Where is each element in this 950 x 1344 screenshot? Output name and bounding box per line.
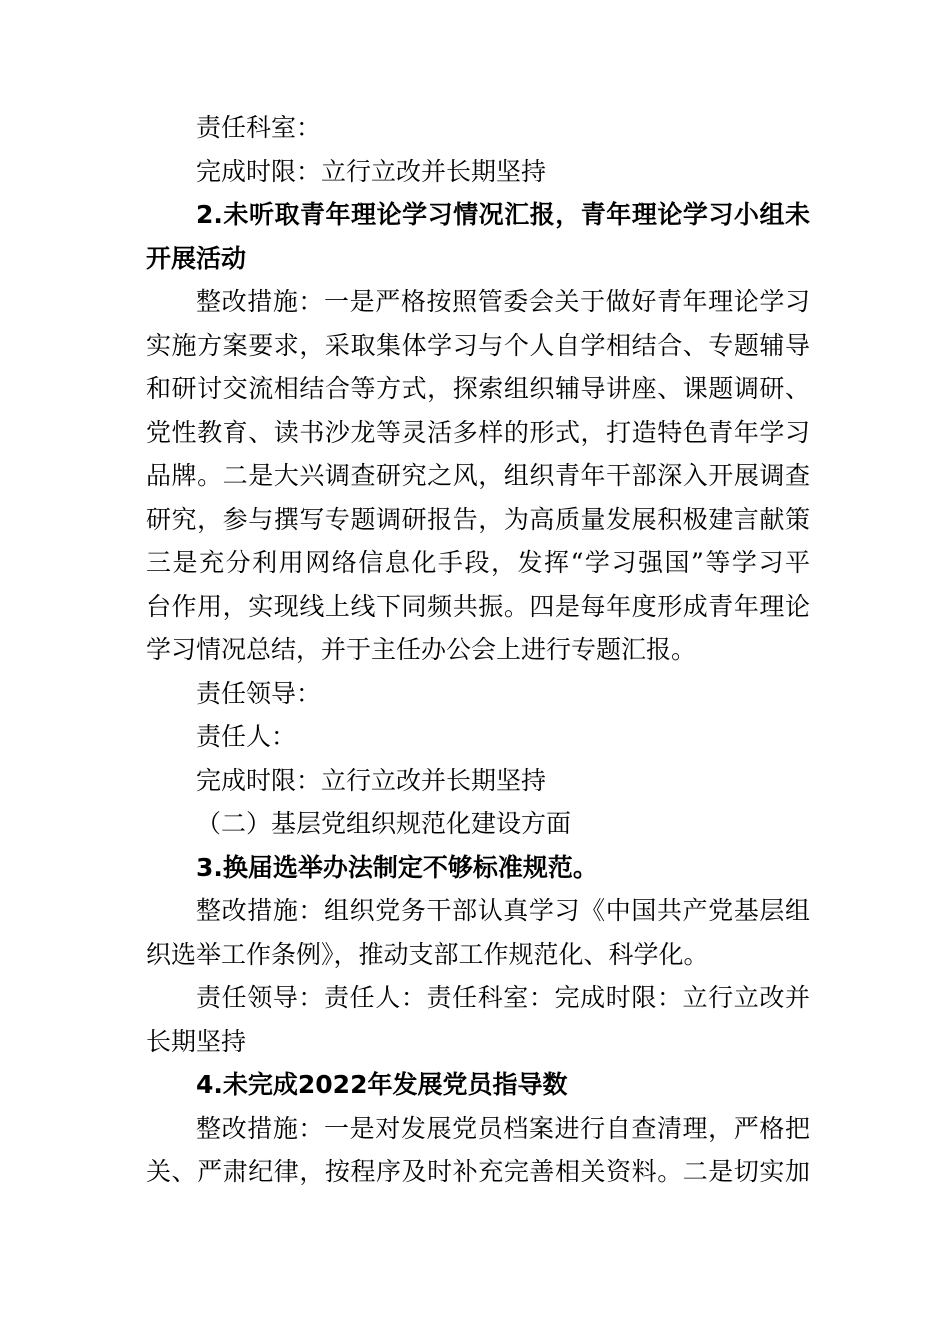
responsible-office-label: 责任科室： bbox=[196, 113, 322, 142]
measures-paragraph-line: 研究，参与撰写专题调研报告，为高质量发展积极建言献策 bbox=[146, 504, 810, 534]
deadline-line: 完成时限：立行立改并长期坚持 bbox=[196, 765, 547, 795]
issue-heading-4: 4.未完成2022年发展党员指导数 bbox=[196, 1070, 568, 1099]
measures-paragraph-line: 关、严肃纪律，按程序及时补充完善相关资料。二是切实加 bbox=[146, 1157, 810, 1186]
measures-paragraph-line: 品牌。二是大兴调查研究之风，组织青年干部深入开展调查 bbox=[146, 461, 810, 490]
deadline-line: 完成时限：立行立改并长期坚持 bbox=[196, 156, 547, 186]
measures-paragraph-line: 整改措施：一是严格按照管委会关于做好青年理论学习 bbox=[196, 287, 810, 316]
document-page bbox=[146, 106, 810, 1194]
measures-paragraph-line: 学习情况总结，并于主任办公会上进行专题汇报。 bbox=[146, 635, 697, 664]
measures-paragraph-line: 整改措施：一是对发展党员档案进行自查清理，严格把 bbox=[196, 1113, 810, 1143]
responsible-leader-label: 责任领导： bbox=[196, 678, 322, 708]
measures-paragraph-line: 织选举工作条例》，推动支部工作规范化、科学化。 bbox=[146, 939, 709, 969]
responsibility-line: 责任领导：责任人：责任科室：完成时限：立行立改并 bbox=[196, 983, 810, 1012]
measures-paragraph-line: 三是充分利用网络信息化手段，发挥“学习强国”等学习平 bbox=[146, 548, 810, 577]
issue-heading-3: 3.换届选举办法制定不够标准规范。 bbox=[196, 852, 598, 882]
issue-heading-2-cont: 开展活动 bbox=[146, 243, 247, 273]
measures-paragraph-line: 台作用，实现线上线下同频共振。四是每年度形成青年理论 bbox=[146, 591, 810, 621]
measures-paragraph-line: 整改措施：组织党务干部认真学习《中国共产党基层组 bbox=[196, 896, 810, 925]
measures-paragraph-line: 党性教育、读书沙龙等灵活多样的形式，打造特色青年学习 bbox=[146, 417, 810, 447]
issue-heading-2: 2.未听取青年理论学习情况汇报，青年理论学习小组未 bbox=[196, 200, 810, 229]
section-heading: （二）基层党组织规范化建设方面 bbox=[196, 809, 572, 838]
responsibility-line-cont: 长期坚持 bbox=[146, 1026, 247, 1056]
measures-paragraph-line: 和研讨交流相结合等方式，探索组织辅导讲座、课题调研、 bbox=[146, 374, 810, 403]
responsible-person-label: 责任人： bbox=[196, 722, 297, 751]
measures-paragraph-line: 实施方案要求，采取集体学习与个人自学相结合、专题辅导 bbox=[146, 330, 810, 360]
